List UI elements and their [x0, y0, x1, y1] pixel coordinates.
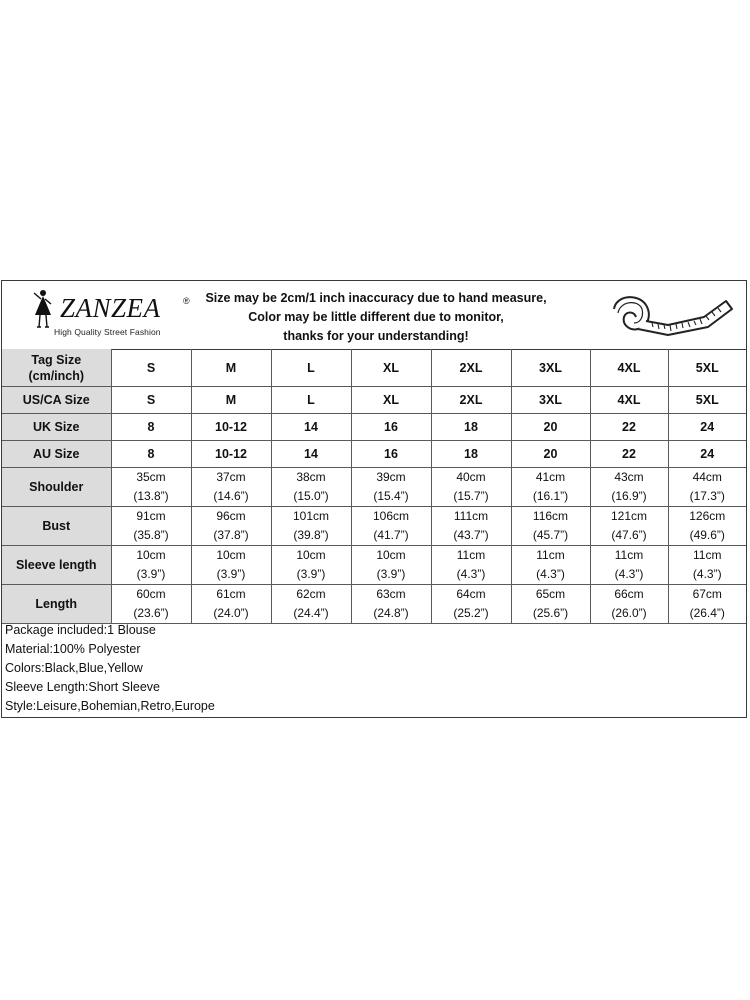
notice-line: thanks for your understanding!	[283, 329, 469, 343]
cell-inch: (3.9”)	[296, 567, 326, 581]
table-cell: 18	[431, 441, 511, 468]
table-cell: 14	[271, 441, 351, 468]
cell-cm: 64cm	[456, 587, 486, 601]
table-cell	[431, 468, 511, 507]
table-cell	[111, 546, 191, 585]
table-cell: 22	[590, 441, 668, 468]
accuracy-notice	[198, 289, 554, 346]
row-label: AU Size	[2, 441, 111, 468]
row-label-line: (cm/inch)	[28, 368, 85, 383]
table-row-sleeve-length	[2, 546, 746, 585]
cell-inch: (23.6”)	[133, 606, 169, 620]
table-cell: S	[111, 349, 191, 387]
detail-line: Colors:Black,Blue,Yellow	[5, 661, 143, 675]
cell-cm: 126cm	[689, 509, 726, 523]
table-cell	[191, 468, 271, 507]
table-cell: 8	[111, 414, 191, 441]
table-cell	[590, 585, 668, 624]
cell-inch: (16.1”)	[532, 489, 569, 503]
table-cell	[590, 468, 668, 507]
cell-inch: (49.6”)	[689, 528, 725, 542]
cell-cm: 101cm	[292, 509, 330, 523]
detail-line: Package included:1 Blouse	[5, 623, 156, 637]
brand-tagline: High Quality Street Fashion	[54, 327, 161, 337]
table-cell	[511, 468, 590, 507]
table-cell	[351, 507, 431, 546]
table-row-shoulder	[2, 468, 746, 507]
table-cell: 5XL	[668, 387, 746, 414]
cell-cm: 66cm	[614, 587, 644, 601]
table-cell: L	[271, 387, 351, 414]
cell-inch: (15.7”)	[453, 489, 489, 503]
row-label: US/CA Size	[2, 387, 111, 414]
cell-cm: 106cm	[372, 509, 410, 523]
cell-cm: 116cm	[532, 509, 569, 523]
table-cell: 3XL	[511, 387, 590, 414]
fashion-figure-icon	[28, 289, 58, 331]
cell-inch: (37.8”)	[213, 528, 249, 542]
table-cell	[351, 468, 431, 507]
table-cell	[511, 546, 590, 585]
row-label: Sleeve length	[2, 546, 111, 585]
table-cell	[511, 585, 590, 624]
measuring-tape-icon	[608, 287, 738, 345]
cell-inch: (45.7”)	[532, 528, 569, 542]
cell-inch: (16.9”)	[611, 489, 647, 503]
table-cell: 2XL	[431, 349, 511, 387]
cell-cm: 37cm	[216, 470, 246, 484]
registered-mark: ®	[183, 296, 190, 306]
cell-inch: (26.0”)	[611, 606, 647, 620]
table-cell: 20	[511, 441, 590, 468]
table-cell	[271, 546, 351, 585]
cell-inch: (24.8”)	[373, 606, 409, 620]
brand-logo	[22, 287, 192, 345]
cell-cm: 67cm	[692, 587, 722, 601]
cell-inch: (43.7”)	[453, 528, 489, 542]
table-cell: 8	[111, 441, 191, 468]
table-cell	[111, 507, 191, 546]
table-cell: 3XL	[511, 349, 590, 387]
table-cell: 4XL	[590, 349, 668, 387]
cell-inch: (15.4”)	[373, 489, 409, 503]
size-chart	[1, 280, 747, 718]
table-cell: 14	[271, 414, 351, 441]
cell-cm: 11cm	[456, 548, 486, 562]
table-cell	[351, 585, 431, 624]
cell-cm: 10cm	[136, 548, 166, 562]
cell-cm: 10cm	[376, 548, 406, 562]
table-cell	[191, 546, 271, 585]
table-cell	[431, 585, 511, 624]
table-row-uk-size	[2, 414, 746, 441]
cell-cm: 111cm	[453, 509, 489, 523]
table-cell: 16	[351, 441, 431, 468]
table-cell	[271, 585, 351, 624]
cell-cm: 44cm	[692, 470, 722, 484]
table-cell: 20	[511, 414, 590, 441]
table-cell	[590, 546, 668, 585]
cell-inch: (24.4”)	[293, 606, 329, 620]
table-cell	[431, 507, 511, 546]
row-label: Bust	[2, 507, 111, 546]
table-cell	[191, 585, 271, 624]
row-label: Length	[2, 585, 111, 624]
cell-inch: (4.3”)	[614, 567, 644, 581]
detail-line: Style:Leisure,Bohemian,Retro,Europe	[5, 699, 215, 713]
cell-inch: (4.3”)	[456, 567, 486, 581]
cell-inch: (4.3”)	[692, 567, 722, 581]
cell-cm: 11cm	[614, 548, 644, 562]
table-row-length	[2, 585, 746, 624]
table-cell: 24	[668, 441, 746, 468]
cell-inch: (3.9”)	[376, 567, 406, 581]
notice-line: Color may be little different due to monitor,	[248, 310, 504, 324]
table-cell: 10-12	[191, 441, 271, 468]
cell-inch: (3.9”)	[136, 567, 166, 581]
brand-name: ZANZEA	[60, 293, 161, 323]
cell-cm: 41cm	[535, 470, 566, 484]
table-cell	[191, 507, 271, 546]
cell-cm: 91cm	[136, 509, 166, 523]
cell-inch: (14.6”)	[213, 489, 249, 503]
cell-inch: (47.6”)	[611, 528, 647, 542]
cell-cm: 10cm	[296, 548, 326, 562]
table-cell: 22	[590, 414, 668, 441]
cell-cm: 38cm	[296, 470, 326, 484]
detail-line: Material:100% Polyester	[5, 642, 141, 656]
table-cell	[511, 507, 590, 546]
table-cell: 5XL	[668, 349, 746, 387]
cell-cm: 63cm	[376, 587, 406, 601]
table-cell: L	[271, 349, 351, 387]
table-cell: XL	[351, 349, 431, 387]
table-cell	[111, 468, 191, 507]
product-details	[5, 621, 215, 716]
table-cell	[668, 468, 746, 507]
cell-cm: 11cm	[693, 548, 722, 562]
cell-inch: (15.0”)	[293, 489, 329, 503]
row-label: UK Size	[2, 414, 111, 441]
table-cell	[590, 507, 668, 546]
cell-cm: 39cm	[376, 470, 406, 484]
table-cell: 24	[668, 414, 746, 441]
table-cell	[668, 546, 746, 585]
cell-cm: 43cm	[614, 470, 644, 484]
table-row-us-ca-size	[2, 387, 746, 414]
table-row-au-size	[2, 441, 746, 468]
cell-inch: (26.4”)	[689, 606, 725, 620]
table-cell	[271, 468, 351, 507]
detail-line: Sleeve Length:Short Sleeve	[5, 680, 160, 694]
cell-inch: (39.8”)	[293, 528, 329, 542]
table-cell	[668, 585, 746, 624]
cell-inch: (17.3”)	[689, 489, 725, 503]
table-cell	[431, 546, 511, 585]
table-cell	[351, 546, 431, 585]
cell-cm: 60cm	[136, 587, 166, 601]
notice-line: Size may be 2cm/1 inch inaccuracy due to hand measure,	[205, 291, 547, 305]
table-cell: 2XL	[431, 387, 511, 414]
table-cell: XL	[351, 387, 431, 414]
row-label-line: Tag Size	[31, 352, 82, 367]
table-cell	[668, 507, 746, 546]
cell-cm: 10cm	[216, 548, 246, 562]
cell-inch: (35.8”)	[133, 528, 169, 542]
cell-inch: (13.8”)	[133, 489, 169, 503]
chart-header	[2, 281, 746, 350]
cell-inch: (24.0”)	[213, 606, 249, 620]
table-cell: 10-12	[191, 414, 271, 441]
row-label	[2, 349, 111, 387]
cell-inch: (25.2”)	[453, 606, 489, 620]
table-cell: 18	[431, 414, 511, 441]
table-cell	[271, 507, 351, 546]
cell-inch: (3.9”)	[216, 567, 246, 581]
cell-cm: 35cm	[136, 470, 166, 484]
cell-inch: (25.6”)	[532, 606, 569, 620]
cell-cm: 61cm	[216, 587, 246, 601]
cell-inch: (4.3”)	[536, 567, 565, 581]
size-table	[2, 349, 746, 624]
table-row-bust	[2, 507, 746, 546]
cell-cm: 65cm	[535, 587, 566, 601]
cell-inch: (41.7”)	[373, 528, 409, 542]
cell-cm: 62cm	[296, 587, 326, 601]
cell-cm: 11cm	[536, 548, 565, 562]
table-cell: M	[191, 349, 271, 387]
table-cell: 4XL	[590, 387, 668, 414]
table-cell	[111, 585, 191, 624]
cell-cm: 40cm	[456, 470, 486, 484]
table-cell: 16	[351, 414, 431, 441]
cell-cm: 121cm	[610, 509, 648, 523]
table-row-tag-size	[2, 349, 746, 387]
table-cell: S	[111, 387, 191, 414]
table-cell: M	[191, 387, 271, 414]
row-label: Shoulder	[2, 468, 111, 507]
cell-cm: 96cm	[216, 509, 246, 523]
